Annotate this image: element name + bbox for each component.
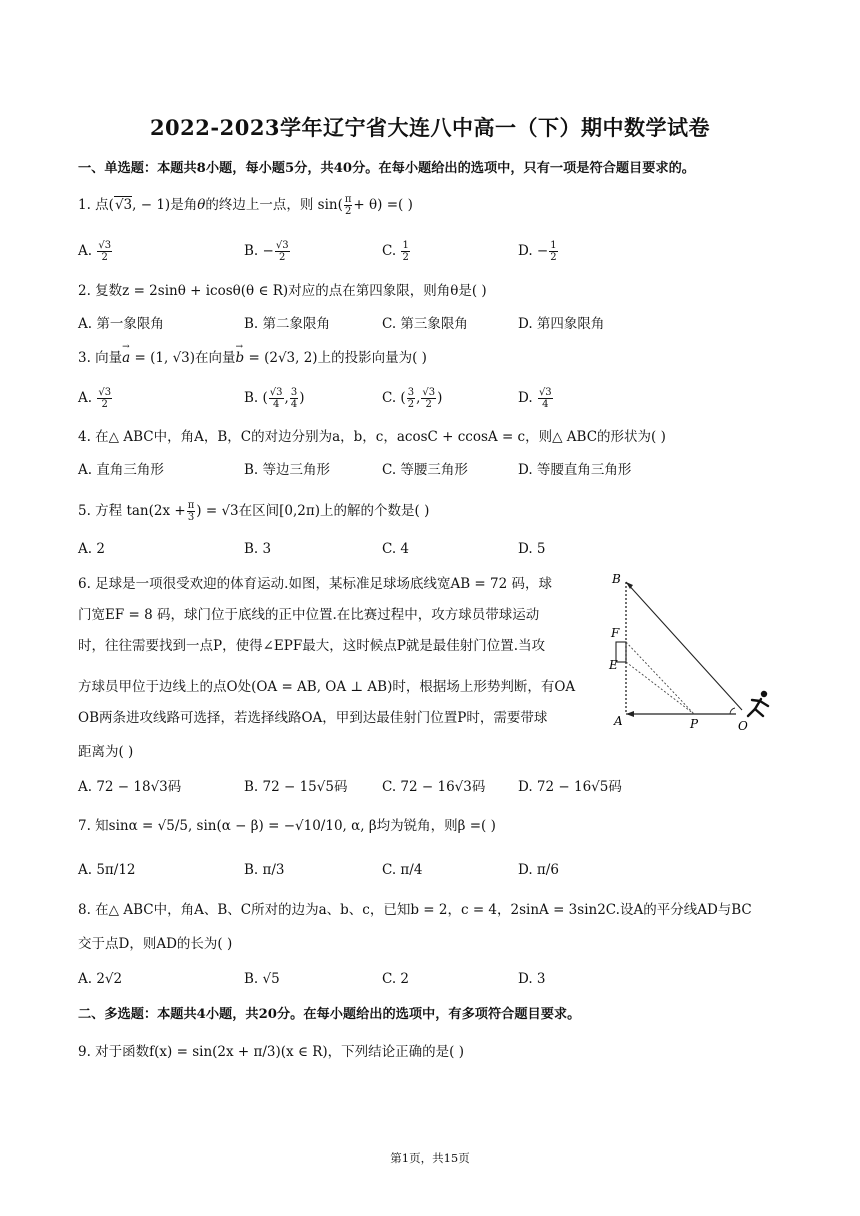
question-6-option-c[interactable]: C. 72 − 16√3码 (382, 779, 486, 795)
question-6-line-4: 方球员甲位于边线上的点O处(OA = AB, OA ⊥ AB)时，根据场上形势判断，有OA (78, 679, 576, 695)
line-ob (626, 582, 742, 710)
question-1-option-a[interactable]: A. $\frac{√3}{2}$ (78, 240, 112, 263)
section-heading-multi-choice: 二、多选题：本题共4小题，共20分。在每小题给出的选项中，有多项符合题目要求。 (78, 1007, 581, 1022)
question-6-line-2: 门宽EF = 8 码，球门位于底线的正中位置.在比赛过程中，攻方球员带球运动 (78, 607, 540, 623)
question-5-option-a[interactable]: A. 2 (78, 541, 105, 557)
question-8-option-b[interactable]: B. √5 (244, 971, 280, 987)
question-4-stem: 4. 在△ ABC中，角A，B，C的对边分别为a，b，c，acosC + ccosA = c，则△ ABC的形状为( ) (78, 429, 666, 445)
question-2-option-a[interactable]: A. 第一象限角 (78, 316, 164, 332)
soccer-field-figure (604, 568, 788, 734)
label-a: A (614, 714, 623, 728)
question-5-option-d[interactable]: D. 5 (518, 541, 546, 557)
question-6-line-5: OB两条进攻线路可选择，若选择线路OA，甲到达最佳射门位置P时，需要带球 (78, 710, 548, 726)
question-2-option-c[interactable]: C. 第三象限角 (382, 316, 468, 332)
question-8-option-d[interactable]: D. 3 (518, 971, 546, 987)
question-8-line-1: 8. 在△ ABC中，角A、B、C所对的边为a、b、c，已知b = 2，c = 4，2sinA = 3sin2C.设A的平分线AD与BC (78, 902, 752, 918)
question-3-option-d[interactable]: D. $\frac{√3}{4}$ (518, 387, 552, 410)
question-6-option-a[interactable]: A. 72 − 18√3码 (78, 779, 182, 795)
fraction-pi-over-2: $\frac{\pi}{2}$ (344, 194, 352, 217)
question-2-stem: 2. 复数z = 2sinθ + icosθ(θ ∈ R)对应的点在第四象限，则角θ是( ) (78, 283, 487, 299)
question-6-line-3: 时，往往需要找到一点P，使得∠EPF最大，这时候点P就是最佳射门位置.当攻 (78, 638, 546, 654)
question-1-option-b[interactable]: B. − $\frac{√3}{2}$ (244, 240, 289, 263)
question-7-option-b[interactable]: B. π/3 (244, 862, 285, 878)
label-o: O (738, 719, 748, 733)
question-9-stem: 9. 对于函数f(x) = sin(2x + π/3)(x ∈ R)，下列结论正确的是( ) (78, 1044, 465, 1060)
question-7-stem: 7. 知sinα = √5/5, sin(α − β) = −√10/10, α, β均为锐角，则β =( ) (78, 818, 496, 834)
question-1-option-d[interactable]: D. − $\frac{1}{2}$ (518, 240, 557, 263)
label-p: P (690, 717, 699, 731)
question-1-stem: 1. 点(√3, − 1)是角θ的终边上一点，则 sin( $\frac{\pi}{2}$ + θ) =( ) (78, 194, 413, 217)
label-b: B (612, 572, 621, 586)
angle-arc (730, 708, 735, 714)
question-8-option-a[interactable]: A. 2√2 (78, 971, 123, 987)
question-4-option-a[interactable]: A. 直角三角形 (78, 462, 164, 478)
question-6-line-6: 距离为( ) (78, 744, 134, 760)
question-6-line-1: 6. 足球是一项很受欢迎的体育运动.如图，某标准足球场底线宽AB = 72 码，球 (78, 576, 552, 592)
question-7-option-c[interactable]: C. π/4 (382, 862, 423, 878)
question-6-option-d[interactable]: D. 72 − 16√5码 (518, 779, 622, 795)
page-footer: 第1页，共15页 (390, 1151, 470, 1165)
question-8-option-c[interactable]: C. 2 (382, 971, 410, 987)
question-5-stem: 5. 方程 tan(2x + $\frac{\pi}{3}$ ) = √3在区间[0,2π)上的解的个数是( ) (78, 500, 430, 523)
question-2-option-b[interactable]: B. 第二象限角 (244, 316, 331, 332)
line-pf (626, 642, 694, 714)
question-3-option-b[interactable]: B. ( $\frac{√3}{4}$ , $\frac{3}{4}$ ) (244, 387, 305, 410)
arrow-to-a (626, 711, 634, 717)
question-6-option-b[interactable]: B. 72 − 15√5码 (244, 779, 348, 795)
fraction-pi-over-3: $\frac{\pi}{3}$ (187, 500, 195, 523)
sqrt-3: √3 (114, 197, 133, 213)
question-1-option-c[interactable]: C. $\frac{1}{2}$ (382, 240, 409, 263)
question-7-option-a[interactable]: A. 5π/12 (78, 862, 136, 878)
label-f: F (611, 626, 620, 640)
section-heading-single-choice: 一、单选题：本题共8小题，每小题5分，共40分。在每小题给出的选项中，只有一项是符合题目要求的。 (78, 161, 695, 176)
question-4-option-c[interactable]: C. 等腰三角形 (382, 462, 468, 478)
question-5-option-c[interactable]: C. 4 (382, 541, 410, 557)
label-e: E (609, 658, 618, 672)
question-2-option-d[interactable]: D. 第四象限角 (518, 316, 605, 332)
page-title: 2022-2023学年辽宁省大连八中高一（下）期中数学试卷 (149, 115, 711, 140)
question-4-option-d[interactable]: D. 等腰直角三角形 (518, 462, 632, 478)
question-4-option-b[interactable]: B. 等边三角形 (244, 462, 331, 478)
question-3-option-a[interactable]: A. $\frac{√3}{2}$ (78, 387, 112, 410)
question-3-option-c[interactable]: C. ( $\frac{3}{2}$ , $\frac{√3}{2}$ ) (382, 387, 443, 410)
runner-icon (748, 691, 768, 716)
question-3-stem: 3. 向量→ a = (1, √3)在向量→ b = (2√3, 2)上的投影向量为( ) (78, 348, 427, 368)
question-5-option-b[interactable]: B. 3 (244, 541, 272, 557)
line-pe (626, 662, 694, 714)
question-7-option-d[interactable]: D. π/6 (518, 862, 559, 878)
question-8-line-2: 交于点D，则AD的长为( ) (78, 936, 233, 952)
